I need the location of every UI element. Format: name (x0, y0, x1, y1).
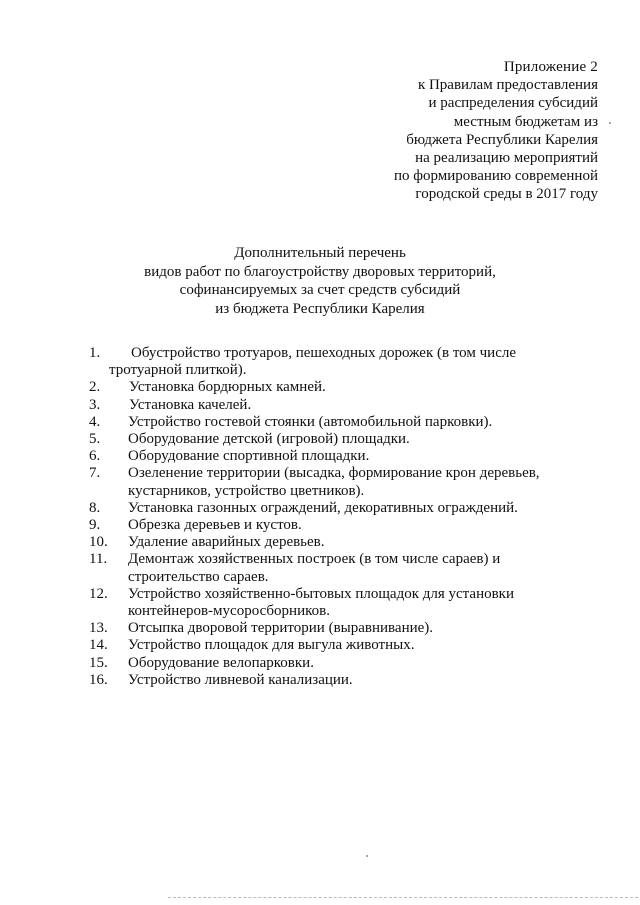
item-number: 5. (89, 431, 101, 448)
appendix-line: на реализацию мероприятий (415, 150, 598, 167)
item-text: Удаление аварийных деревьев. (128, 534, 325, 551)
item-text: Обрезка деревьев и кустов. (128, 517, 302, 534)
list-item (89, 379, 589, 396)
item-text: Демонтаж хозяйственных построек (в том числе сараев) и (128, 551, 501, 568)
item-text: Устройство хозяйственно-бытовых площадок для установки (128, 585, 514, 602)
item-text: кустарников, устройство цветников). (128, 482, 365, 499)
item-number: 12. (89, 585, 108, 602)
item-text: Оборудование детской (игровой) площадки. (128, 431, 410, 448)
list-item (89, 500, 589, 517)
item-number: 10. (89, 534, 108, 551)
item-text: Установка качелей. (129, 396, 252, 413)
appendix-line: Приложение 2 (503, 59, 598, 75)
appendix-line: по формированию современной (394, 168, 598, 185)
item-text: Установка газонных ограждений, декоративных ограждений. (128, 499, 518, 516)
appendix-line: местным бюджетам из (453, 113, 598, 130)
scan-speck (609, 122, 611, 124)
item-text: Устройство ливневой канализации. (128, 671, 353, 688)
appendix-line: и распределения субсидий (428, 95, 598, 112)
item-number: 2. (89, 379, 101, 396)
item-number: 6. (89, 448, 101, 465)
list-item (89, 620, 589, 637)
item-text: контейнеров-мусоросборников. (128, 603, 330, 620)
appendix-line: городской среды в 2017 году (415, 186, 598, 203)
item-number: 13. (89, 620, 108, 637)
item-text: строительство сараев. (128, 568, 269, 585)
title-line: Дополнительный перечень (234, 245, 406, 261)
list-item (89, 465, 589, 499)
list-item (89, 345, 589, 379)
item-text: Оборудование велопарковки. (128, 654, 314, 671)
list-item (89, 672, 589, 689)
appendix-header (394, 58, 598, 204)
item-number: 16. (89, 671, 108, 688)
list-item (89, 414, 589, 431)
item-text: Отсыпка дворовой территории (выравнивание). (128, 620, 434, 637)
item-text: Установка бордюрных камней. (129, 379, 326, 396)
title-line: видов работ по благоустройству дворовых территорий, (144, 263, 496, 280)
item-text: тротуарной плиткой). (109, 362, 247, 379)
item-text: Оборудование спортивной площадки. (128, 448, 370, 465)
item-number: 14. (89, 637, 108, 654)
item-number: 15. (89, 654, 108, 671)
list-item (89, 655, 589, 672)
title-line: из бюджета Республики Карелия (215, 300, 425, 317)
appendix-line: бюджета Республики Карелия (406, 131, 598, 148)
item-text: Озеленение территории (высадка, формирование крон деревьев, (128, 465, 540, 482)
item-number: 3. (89, 396, 101, 413)
list-item (89, 517, 589, 534)
item-number: 9. (89, 517, 101, 534)
list-item (89, 551, 589, 585)
item-number: 11. (89, 551, 108, 568)
item-number: 4. (89, 413, 101, 430)
item-number: 8. (89, 499, 101, 516)
list-item (89, 534, 589, 551)
item-number: 1. (89, 345, 101, 361)
works-list (89, 345, 589, 689)
title-line: софинансируемых за счет средств субсидий (179, 282, 461, 298)
list-item (89, 397, 589, 414)
appendix-line: к Правилам предоставления (417, 77, 598, 94)
item-text: Устройство гостевой стоянки (автомобильной парковки). (128, 413, 493, 430)
list-item (89, 431, 589, 448)
item-text: Устройство площадок для выгула животных. (128, 637, 415, 654)
list-item (89, 448, 589, 465)
document-title (0, 244, 640, 318)
scan-speck (366, 855, 368, 857)
scan-edge-line (168, 897, 638, 898)
item-text: Обустройство тротуаров, пешеходных дорожек (в том числе (131, 345, 517, 361)
item-number: 7. (89, 465, 101, 482)
list-item (89, 586, 589, 620)
list-item (89, 637, 589, 654)
